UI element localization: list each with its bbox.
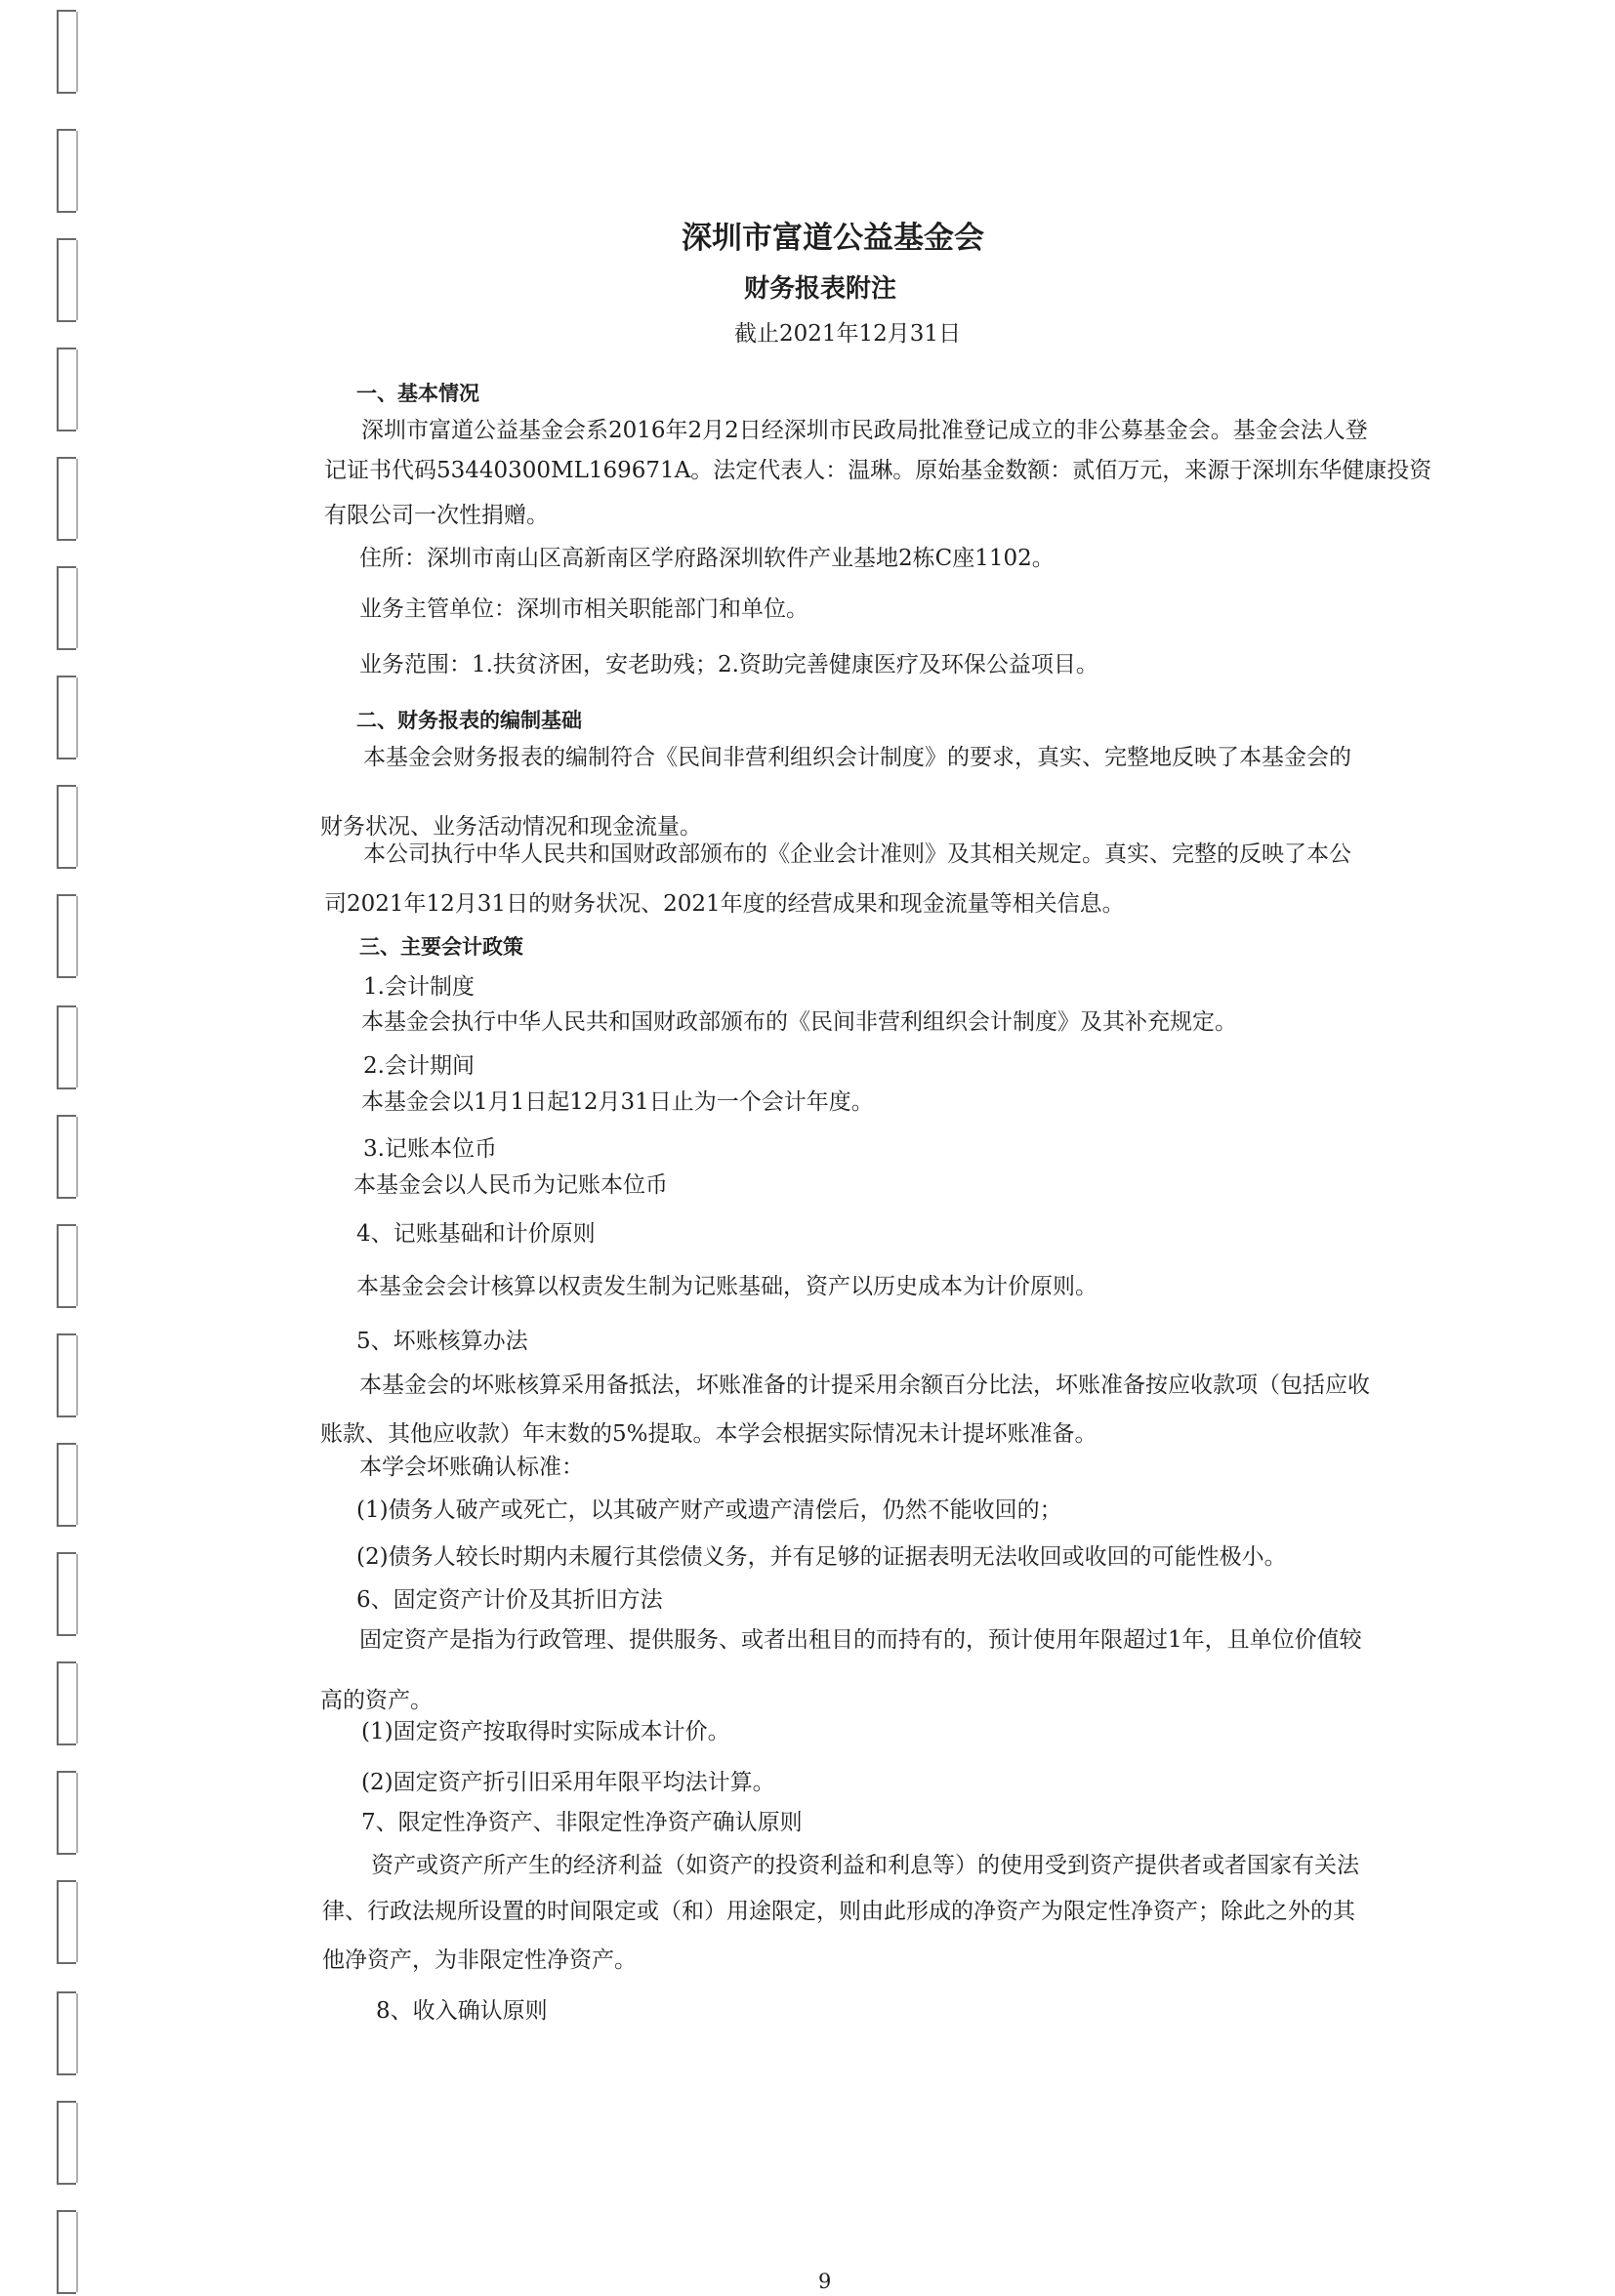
- paragraph-line: 本基金会以1月1日起12月31日止为一个会计年度。: [361, 1089, 874, 1115]
- paragraph-line: 有限公司一次性捐赠。: [324, 503, 549, 528]
- paragraph-line: (2)债务人较长时期内未履行其偿债义务，并有足够的证据表明无法收回或收回的可能性极小。: [356, 1544, 1287, 1570]
- paragraph-line: 本基金会以人民币为记账本位币: [353, 1172, 668, 1198]
- page-number: 9: [818, 2270, 832, 2293]
- paragraph-line: 他净资产，为非限定性净资产。: [322, 1948, 637, 1973]
- paragraph-line: 资产或资产所产生的经济利益（如资产的投资利益和利息等）的使用受到资产提供者或者国家有关法: [371, 1853, 1359, 1878]
- subheading: 5、坏账核算办法: [356, 1329, 528, 1354]
- paragraph-line: (1)债务人破产或死亡，以其破产财产或遗产清偿后，仍然不能收回的；: [356, 1497, 1062, 1523]
- paragraph-line: 高的资产。: [320, 1688, 433, 1713]
- subheading: 6、固定资产计价及其折旧方法: [356, 1587, 663, 1613]
- paragraph-line: 记证书代码53440300ML169671A。法定代表人：温琳。原始基金数额：贰佰万元，来源于深圳东华健康投资: [324, 458, 1432, 483]
- paragraph-line: (1)固定资产按取得时实际成本计价。: [361, 1719, 730, 1744]
- paragraph-line: 业务主管单位：深圳市相关职能部门和单位。: [359, 596, 808, 622]
- document-date: 截止2021年12月31日: [734, 321, 962, 347]
- paragraph-line: 本基金会财务报表的编制符合《民间非营利组织会计制度》的要求，真实、完整地反映了本基金会的: [363, 745, 1351, 770]
- subheading: 8、收入确认原则: [376, 1998, 548, 2024]
- paragraph-line: 业务范围：1.扶贫济困，安老助残；2.资助完善健康医疗及环保公益项目。: [359, 652, 1098, 677]
- document-subtitle: 财务报表附注: [744, 274, 897, 304]
- paragraph-line: 固定资产是指为行政管理、提供服务、或者出租目的而持有的，预计使用年限超过1年，且单位价值较: [359, 1627, 1362, 1653]
- paragraph-line: 本学会坏账确认标准：: [359, 1455, 584, 1480]
- paragraph-line: 律、行政法规所设置的时间限定或（和）用途限定，则由此形成的净资产为限定性净资产；除此之外的其: [322, 1899, 1355, 1924]
- paragraph-line: 深圳市富道公益基金会系2016年2月2日经深圳市民政局批准登记成立的非公募基金会。基金会法人登: [361, 418, 1368, 443]
- paragraph-line: 本基金会会计核算以权责发生制为记账基础，资产以历史成本为计价原则。: [356, 1274, 1097, 1299]
- subheading: 4、记账基础和计价原则: [356, 1221, 596, 1247]
- subheading: 1.会计制度: [363, 974, 475, 1000]
- section-heading: 二、财务报表的编制基础: [356, 709, 582, 732]
- paragraph-line: 本公司执行中华人民共和国财政部颁布的《企业会计准则》及其相关规定。真实、完整的反映了本公: [363, 841, 1351, 867]
- section-heading: 三、主要会计政策: [359, 935, 523, 959]
- subheading: 7、限定性净资产、非限定性净资产确认原则: [361, 1810, 803, 1835]
- paragraph-line: 本基金会执行中华人民共和国财政部颁布的《民间非营利组织会计制度》及其补充规定。: [361, 1009, 1237, 1035]
- document-title: 深圳市富道公益基金会: [682, 221, 984, 256]
- paragraph-line: (2)固定资产折引旧采用年限平均法计算。: [361, 1770, 775, 1795]
- paragraph-line: 本基金会的坏账核算采用备抵法，坏账准备的计提采用余额百分比法，坏账准备按应收款项（包括应收: [359, 1373, 1370, 1398]
- section-heading: 一、基本情况: [356, 382, 479, 405]
- subheading: 3.记账本位币: [363, 1136, 497, 1162]
- paragraph-line: 账款、其他应收款）年末数的5%提取。本学会根据实际情况未计提坏账准备。: [320, 1421, 1097, 1447]
- subheading: 2.会计期间: [363, 1053, 475, 1079]
- paragraph-line: 司2021年12月31日的财务状况、2021年度的经营成果和现金流量等相关信息。: [324, 891, 1125, 917]
- paragraph-line: 财务状况、业务活动情况和现金流量。: [320, 814, 702, 840]
- paragraph-line: 住所：深圳市南山区高新南区学府路深圳软件产业基地2栋C座1102。: [359, 546, 1055, 571]
